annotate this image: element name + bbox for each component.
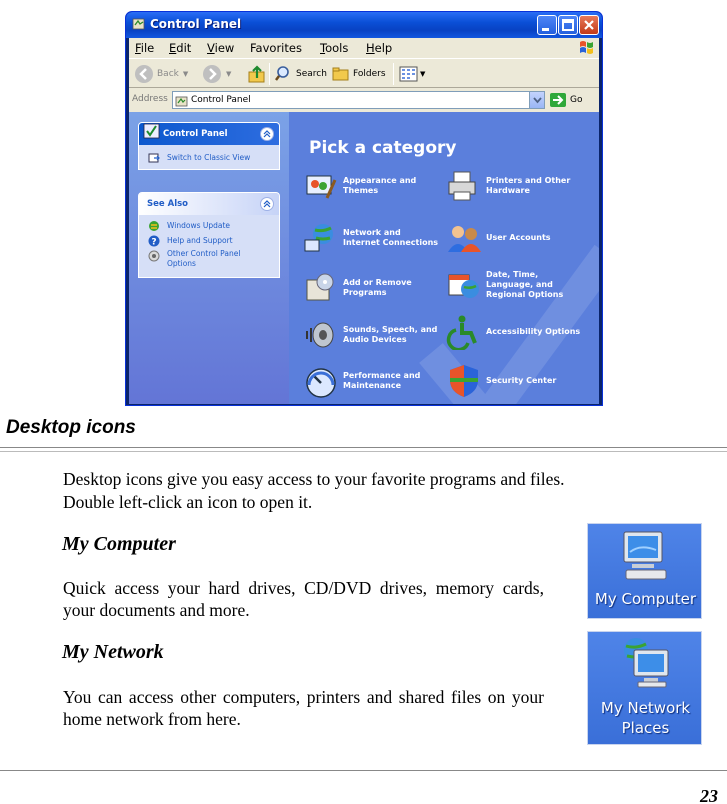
switch-classic-view-link[interactable]: Switch to Classic View bbox=[167, 153, 251, 162]
back-arrow-icon bbox=[134, 64, 154, 84]
user-accounts-icon bbox=[446, 220, 482, 256]
date-time-icon bbox=[446, 267, 482, 303]
windows-update-link[interactable]: Windows Update bbox=[167, 221, 231, 230]
window-title: Control Panel bbox=[150, 17, 242, 31]
my-computer-heading: My Computer bbox=[62, 533, 176, 555]
close-button[interactable] bbox=[579, 15, 599, 35]
help-support-link[interactable]: Help and Support bbox=[167, 236, 233, 245]
see-also-task-header[interactable]: See Also bbox=[139, 193, 279, 215]
my-network-places-desktop-icon[interactable] bbox=[587, 631, 702, 745]
my-computer-icon-label: My Computer bbox=[594, 590, 697, 608]
views-dropdown-icon[interactable]: ▼ bbox=[420, 70, 426, 78]
maximize-icon bbox=[559, 16, 577, 34]
content-area bbox=[129, 112, 599, 404]
intro-line-2: Double left-click an icon to open it. bbox=[63, 492, 313, 512]
category-appearance[interactable]: Appearance and Themes bbox=[303, 168, 439, 204]
control-panel-icon bbox=[132, 17, 146, 31]
svg-text:?: ? bbox=[151, 237, 157, 247]
search-button[interactable]: Search bbox=[275, 64, 327, 84]
views-button[interactable] bbox=[399, 64, 425, 84]
search-icon bbox=[275, 65, 293, 83]
forward-button[interactable] bbox=[202, 64, 231, 84]
toolbar bbox=[129, 58, 599, 88]
chevron-down-icon bbox=[530, 92, 545, 108]
address-value: Control Panel bbox=[191, 95, 251, 105]
forward-dropdown-icon[interactable]: ▼ bbox=[226, 70, 232, 78]
category-accessibility[interactable]: Accessibility Options bbox=[446, 314, 582, 350]
address-input[interactable] bbox=[172, 91, 545, 109]
up-folder-button[interactable] bbox=[247, 64, 267, 84]
page-number: 23 bbox=[700, 786, 718, 804]
pick-category-heading: Pick a category bbox=[309, 138, 457, 158]
category-sounds[interactable]: Sounds, Speech, and Audio Devices bbox=[303, 317, 439, 353]
folders-button[interactable]: Folders bbox=[332, 64, 386, 84]
address-folder-icon bbox=[175, 94, 188, 107]
my-computer-text: Quick access your hard drives, CD/DVD drives, memory cards, your documents and more. bbox=[63, 578, 544, 620]
go-arrow-icon bbox=[549, 92, 567, 108]
menu-help[interactable]: Help bbox=[366, 41, 393, 55]
menu-favorites[interactable]: Favorites bbox=[250, 41, 302, 55]
task-pane bbox=[129, 112, 289, 404]
menu-bar bbox=[129, 38, 599, 58]
footer-divider bbox=[0, 770, 727, 771]
collapse-icon[interactable] bbox=[260, 127, 274, 141]
add-remove-programs-icon bbox=[303, 270, 339, 306]
computer-icon bbox=[618, 530, 672, 582]
menu-edit[interactable]: Edit bbox=[169, 41, 192, 55]
forward-arrow-icon bbox=[202, 64, 222, 84]
collapse-icon[interactable] bbox=[260, 197, 274, 211]
see-also-task-box bbox=[138, 192, 280, 278]
intro-line-1: Desktop icons give you easy access to your favorite programs and files. bbox=[63, 469, 565, 489]
address-dropdown-button[interactable] bbox=[529, 92, 544, 108]
category-add-remove[interactable]: Add or Remove Programs bbox=[303, 270, 439, 306]
category-network[interactable]: Network and Internet Connections bbox=[303, 220, 439, 256]
other-options-link[interactable]: Other Control Panel Options bbox=[167, 249, 241, 268]
appearance-themes-icon bbox=[303, 168, 339, 204]
menu-view[interactable]: View bbox=[207, 41, 235, 55]
minimize-icon bbox=[538, 16, 556, 34]
go-button[interactable]: Go bbox=[549, 91, 582, 109]
my-computer-desktop-icon[interactable] bbox=[587, 523, 702, 619]
performance-maintenance-icon bbox=[303, 363, 339, 399]
help-icon bbox=[148, 235, 160, 247]
control-panel-window bbox=[125, 11, 603, 406]
menu-tools[interactable]: Tools bbox=[320, 41, 349, 55]
category-performance[interactable]: Performance and Maintenance bbox=[303, 363, 439, 399]
up-folder-icon bbox=[247, 64, 267, 84]
classic-view-icon bbox=[148, 152, 160, 164]
my-network-icon-label-line1: My Network bbox=[600, 699, 691, 717]
my-network-icon-label-line2: Places bbox=[621, 719, 670, 737]
control-panel-task-header[interactable]: Control Panel bbox=[139, 123, 279, 145]
address-label: Address bbox=[132, 94, 168, 104]
address-bar bbox=[129, 88, 599, 112]
network-places-icon bbox=[618, 636, 674, 688]
section-title: Desktop icons bbox=[6, 417, 136, 438]
back-dropdown-icon[interactable]: ▼ bbox=[182, 70, 189, 78]
minimize-button[interactable] bbox=[537, 15, 557, 35]
back-button[interactable]: Back ▼ bbox=[134, 64, 188, 84]
category-user-accounts[interactable]: User Accounts bbox=[446, 220, 582, 256]
control-panel-options-icon bbox=[148, 250, 160, 262]
network-internet-icon bbox=[303, 220, 339, 256]
maximize-button[interactable] bbox=[558, 15, 578, 35]
section-divider-secondary bbox=[0, 451, 727, 452]
category-printers[interactable]: Printers and Other Hardware bbox=[446, 168, 582, 204]
control-panel-task-box bbox=[138, 122, 280, 170]
my-network-text: You can access other computers, printers and shared files on your home network from here. bbox=[63, 687, 544, 729]
security-center-icon bbox=[446, 363, 482, 399]
printers-hardware-icon bbox=[446, 168, 482, 204]
views-icon bbox=[399, 65, 419, 83]
category-pane bbox=[289, 112, 599, 404]
my-network-heading: My Network bbox=[62, 641, 164, 663]
title-bar[interactable] bbox=[126, 12, 602, 38]
close-icon bbox=[580, 16, 598, 34]
windows-update-icon bbox=[148, 220, 160, 232]
sounds-speech-icon bbox=[303, 317, 339, 353]
category-date-time[interactable]: Date, Time, Language, and Regional Options bbox=[446, 267, 582, 303]
windows-logo-icon bbox=[578, 39, 596, 56]
category-security-center[interactable]: Security Center bbox=[446, 363, 582, 399]
menu-file[interactable]: File bbox=[135, 41, 155, 55]
accessibility-icon bbox=[446, 314, 482, 350]
folders-icon bbox=[332, 65, 350, 83]
control-panel-header-icon bbox=[142, 121, 162, 141]
section-divider bbox=[0, 447, 727, 448]
